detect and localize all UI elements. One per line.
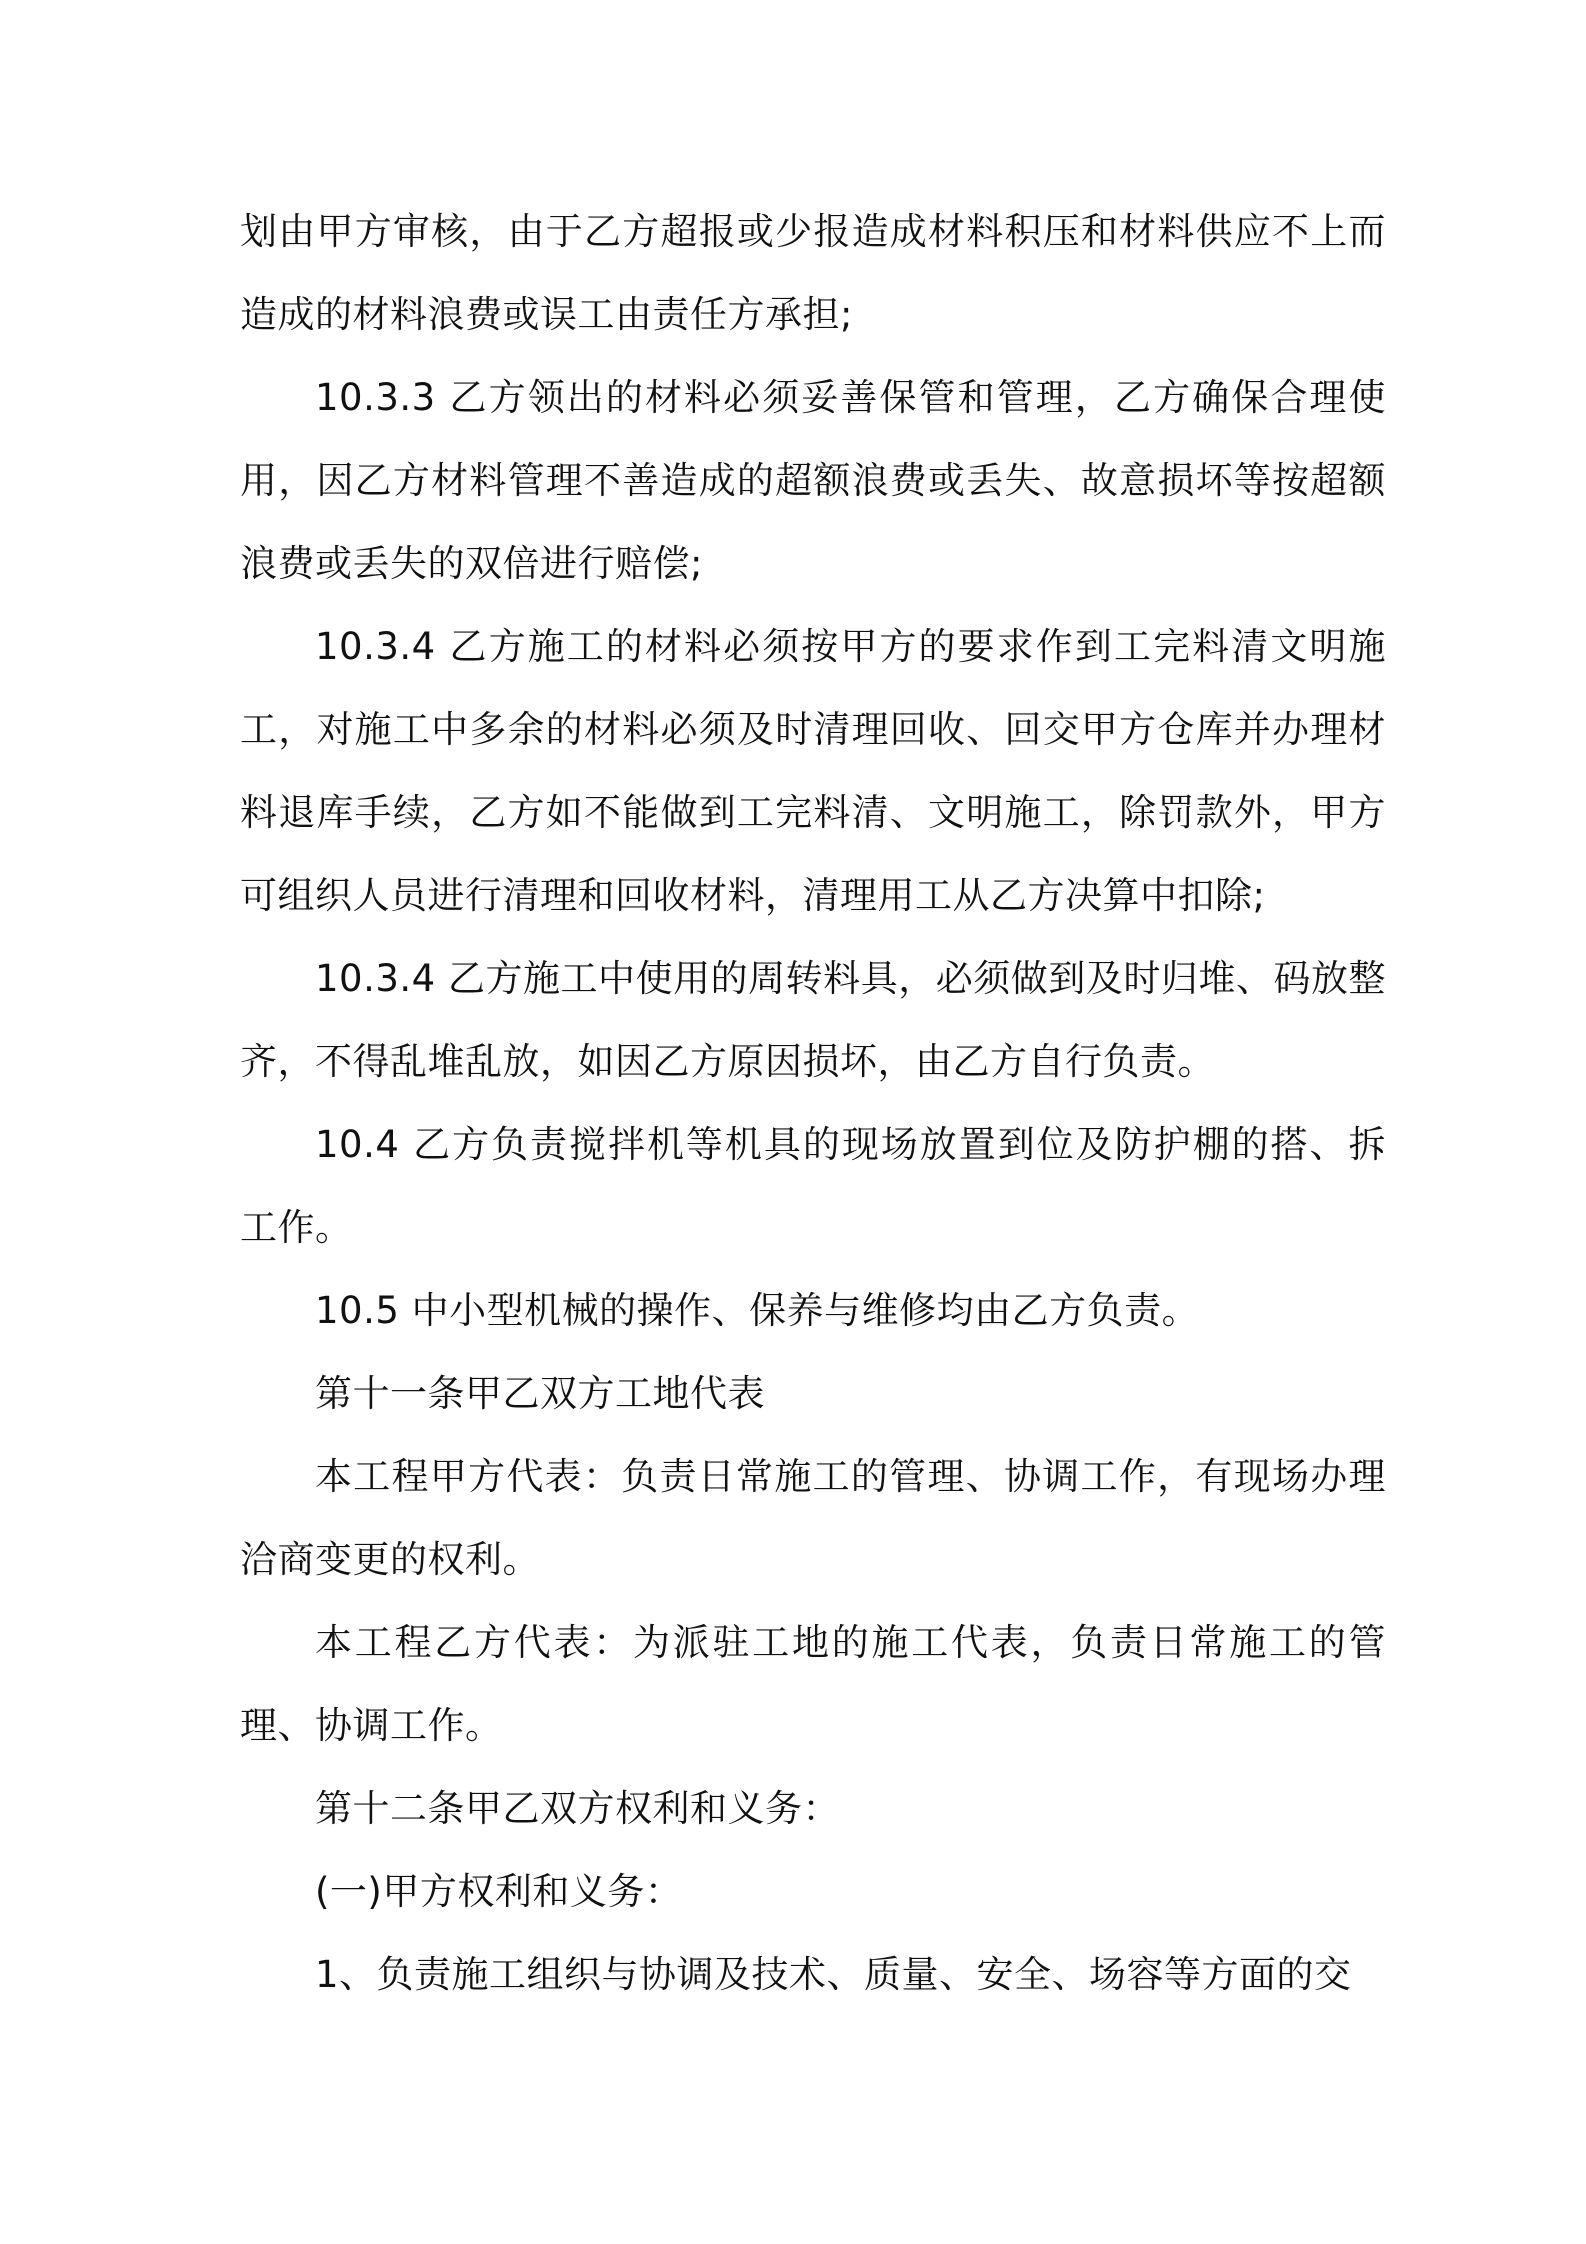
list-item-1: 1、负责施工组织与协调及技术、质量、安全、场容等方面的交 — [315, 1953, 1352, 1996]
paragraph-party-a-representative: 本工程甲方代表：负责日常施工的管理、协调工作，有现场办理洽商变更的权利。 — [240, 1455, 1386, 1581]
heading-article-12: 第十二条甲乙双方权利和义务： — [315, 1787, 840, 1830]
heading-article-11: 第十一条甲乙双方工地代表 — [315, 1372, 765, 1415]
paragraph-10-5: 10.5 中小型机械的操作、保养与维修均由乙方负责。 — [315, 1289, 1200, 1332]
paragraph-10-3-4-a: 10.3.4 乙方施工的材料必须按甲方的要求作到工完料清文明施工，对施工中多余的材料必须及时清理回收、回交甲方仓库并办理材料退库手续，乙方如不能做到工完料清、文明施工，除罚款外，甲方可组织人员进行清理和回收材料，清理用工从乙方决算中扣除; — [240, 625, 1386, 917]
paragraph-10-3-3: 10.3.3 乙方领出的材料必须妥善保管和管理，乙方确保合理使用，因乙方材料管理不善造成的超额浪费或丢失、故意损坏等按超额浪费或丢失的双倍进行赔偿; — [240, 376, 1386, 585]
subheading-party-a-rights: (一)甲方权利和义务： — [315, 1870, 683, 1913]
paragraph-10-3-4-b: 10.3.4 乙方施工中使用的周转料具，必须做到及时归堆、码放整齐，不得乱堆乱放，如因乙方原因损坏，由乙方自行负责。 — [240, 957, 1386, 1083]
paragraph-party-b-representative: 本工程乙方代表：为派驻工地的施工代表，负责日常施工的管理、协调工作。 — [240, 1621, 1386, 1747]
paragraph-continuation: 划由甲方审核，由于乙方超报或少报造成材料积压和材料供应不上而造成的材料浪费或误工由责任方承担; — [240, 210, 1386, 336]
paragraph-10-4: 10.4 乙方负责搅拌机等机具的现场放置到位及防护棚的搭、拆工作。 — [240, 1123, 1386, 1249]
